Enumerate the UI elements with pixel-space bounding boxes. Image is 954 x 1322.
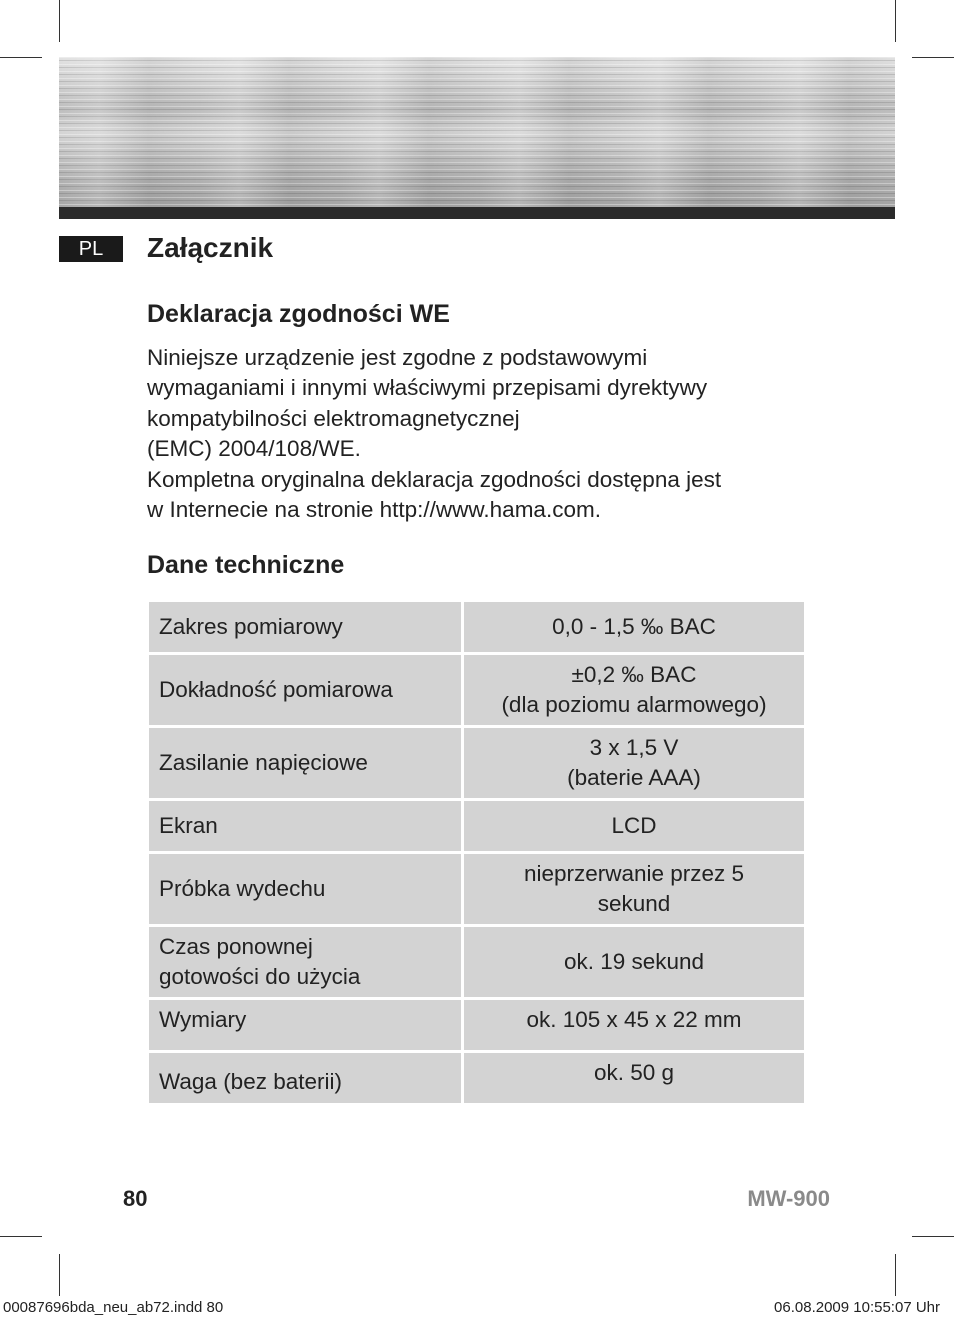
- spec-label: Dokładność pomiarowa: [149, 655, 461, 725]
- table-row: [149, 1000, 804, 1050]
- declaration-line: Niniejsze urządzenie jest zgodne z podstawowymi: [147, 345, 648, 370]
- spec-value: ok. 50 g: [464, 1053, 804, 1103]
- header-banner: [59, 57, 895, 207]
- declaration-line: kompatybilności elektromagnetycznej: [147, 405, 520, 431]
- table-row: [149, 655, 804, 725]
- page-number: 80: [123, 1186, 148, 1211]
- crop-mark: [895, 0, 896, 42]
- model-name: MW-900: [747, 1186, 830, 1211]
- crop-mark: [0, 1236, 42, 1237]
- crop-mark: [912, 57, 954, 58]
- table-row: [149, 1053, 804, 1103]
- spec-label: Zasilanie napięciowe: [149, 728, 461, 798]
- spec-value: 0,0 - 1,5 ‰ BAC: [464, 602, 804, 652]
- spec-table: [146, 599, 807, 1106]
- spec-label: Waga (bez baterii): [149, 1053, 461, 1103]
- spec-value: nieprzerwanie przez 5 sekund: [464, 854, 804, 924]
- declaration-line: wymaganiami i innymi właściwymi przepisami dyrektywy: [147, 375, 708, 401]
- print-slug-file: 00087696bda_neu_ab72.indd 80: [3, 1299, 224, 1316]
- spec-value: ±0,2 ‰ BAC (dla poziomu alarmowego): [464, 655, 804, 725]
- declaration-heading: Deklaracja zgodności WE: [147, 300, 450, 328]
- declaration-text: [147, 343, 827, 525]
- table-row: [149, 927, 804, 997]
- spec-label: Zakres pomiarowy: [149, 602, 461, 652]
- declaration-line: w Internecie na stronie http://www.hama.com.: [147, 497, 601, 523]
- table-row: [149, 728, 804, 798]
- spec-value: ok. 105 x 45 x 22 mm: [464, 1000, 804, 1050]
- header-banner-bar: [59, 207, 895, 219]
- spec-label: Ekran: [149, 801, 461, 851]
- spec-label: Wymiary: [149, 1000, 461, 1050]
- table-row: [149, 801, 804, 851]
- table-row: [149, 602, 804, 652]
- spec-value: ok. 19 sekund: [464, 927, 804, 997]
- crop-mark: [59, 0, 60, 42]
- spec-label: Czas ponownej gotowości do użycia: [149, 927, 461, 997]
- spec-value: 3 x 1,5 V (baterie AAA): [464, 728, 804, 798]
- table-row: [149, 854, 804, 924]
- chapter-title: Załącznik: [147, 232, 274, 263]
- spec-label: Próbka wydechu: [149, 854, 461, 924]
- declaration-line: Kompletna oryginalna deklaracja zgodności dostępna jest: [147, 466, 722, 492]
- spec-value: LCD: [464, 801, 804, 851]
- crop-mark: [59, 1254, 60, 1296]
- declaration-line: (EMC) 2004/108/WE.: [147, 436, 361, 462]
- technical-heading: Dane techniczne: [147, 551, 345, 579]
- language-badge: PL: [59, 236, 123, 262]
- crop-mark: [0, 57, 42, 58]
- print-slug-date: 06.08.2009 10:55:07 Uhr: [774, 1299, 940, 1316]
- crop-mark: [912, 1236, 954, 1237]
- crop-mark: [895, 1254, 896, 1296]
